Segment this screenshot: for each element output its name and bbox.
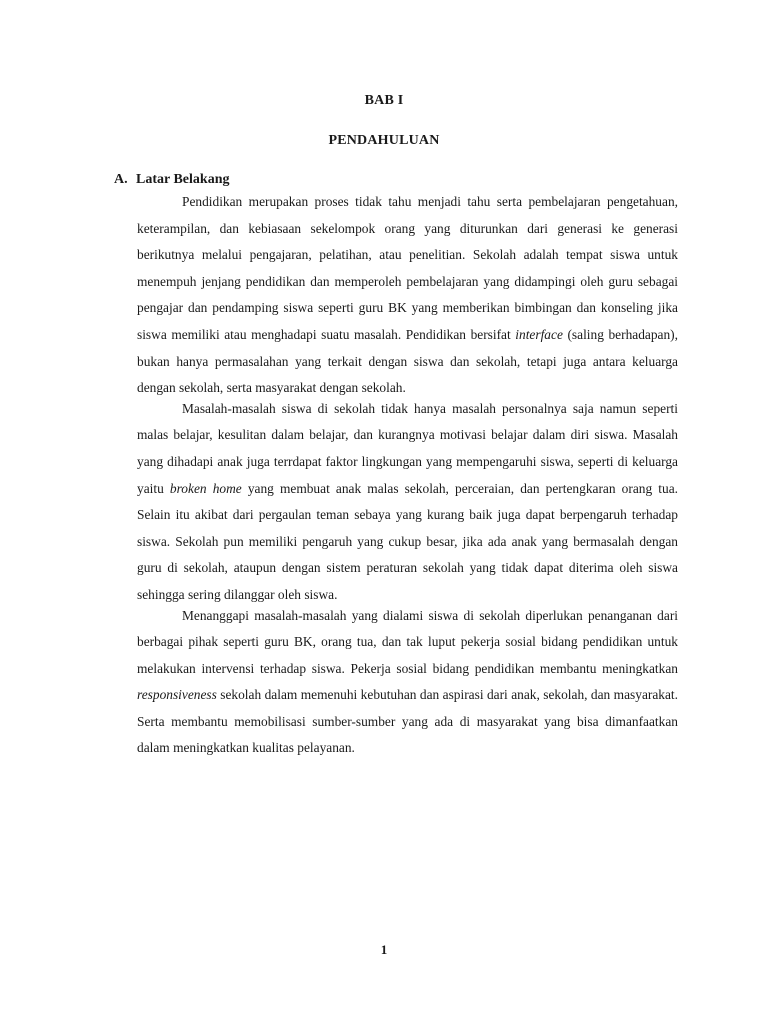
page-number: 1 xyxy=(380,942,388,957)
chapter-title: PENDAHULUAN xyxy=(328,133,440,148)
paragraph-2-italic-term: broken home xyxy=(169,480,242,496)
paragraph-1-text-a: Pendidikan merupakan proses tidak tahu menjadi tahu serta pembelajaran pengetahuan, keterampilan, dan kebiasaan sekelompok orang yang diturunkan dari generasi ke generasi berikutnya melalui pengajaran, pelatihan, atau penelitian. Sekolah adalah tempat siswa untuk menempuh jenjang pendidikan dan memperoleh pembelajaran yang didampingi oleh guru sebagai pengajar dan pendamping siswa seperti guru BK yang memberikan bimbingan dan konseling jika siswa memiliki atau menghadapi suatu masalah. Pendidikan bersifat xyxy=(137,194,678,342)
paragraph-2-text-a: Masalah-masalah siswa di sekolah tidak hanya masalah personalnya saja namun seperti malas belajar, kesulitan dalam belajar, dan kurangnya motivasi belajar dalam diri siswa. Masalah yang dihadapi anak juga terrdapat faktor lingkungan yang mempengaruhi siswa, seperti di keluarga yaitu xyxy=(137,400,678,496)
paragraph-1-italic-term: interface xyxy=(515,326,563,342)
paragraph-3-text-b: sekolah dalam memenuhi kebutuhan dan aspirasi dari anak, sekolah, dan masyarakat. Serta membantu memobilisasi sumber-sumber yang ada di masyarakat yang bisa dimanfaatkan dalam meningkatkan kualitas pelayanan. xyxy=(137,687,678,756)
paragraph-1 xyxy=(137,189,678,402)
body-text xyxy=(137,189,678,762)
paragraph-3 xyxy=(137,603,678,763)
section-letter: A. xyxy=(114,172,128,187)
paragraph-2-text-b: yang membuat anak malas sekolah, perceraian, dan pertengkaran orang tua. Selain itu akibat dari pergaulan teman sebaya yang kurang baik juga dapat berpengaruh terhadap siswa. Sekolah pun memiliki pengaruh yang cukup besar, jika ada anak yang bermasalah dengan guru di sekolah, ataupun dengan sistem peraturan sekolah yang tidak dapat diterima oleh siswa sehingga sering dilanggar oleh siswa. xyxy=(137,480,678,602)
section-title: Latar Belakang xyxy=(136,172,230,187)
paragraph-3-text-a: Menanggapi masalah-masalah yang dialami siswa di sekolah diperlukan penanganan dari berbagai pihak seperti guru BK, orang tua, dan tak luput pekerja sosial bidang pendidikan untuk melakukan intervensi terhadap siswa. Pekerja sosial bidang pendidikan membantu meningkatkan xyxy=(137,607,678,676)
chapter-number: BAB I xyxy=(364,93,404,108)
section-heading xyxy=(114,172,229,188)
paragraph-3-italic-term: responsiveness xyxy=(137,687,217,703)
paragraph-1-text-b: (saling berhadapan), bukan hanya permasalahan yang terkait dengan siswa dan sekolah, tetapi juga antara keluarga dengan sekolah, serta masyarakat dengan sekolah. xyxy=(137,326,678,396)
paragraph-2 xyxy=(137,396,678,609)
